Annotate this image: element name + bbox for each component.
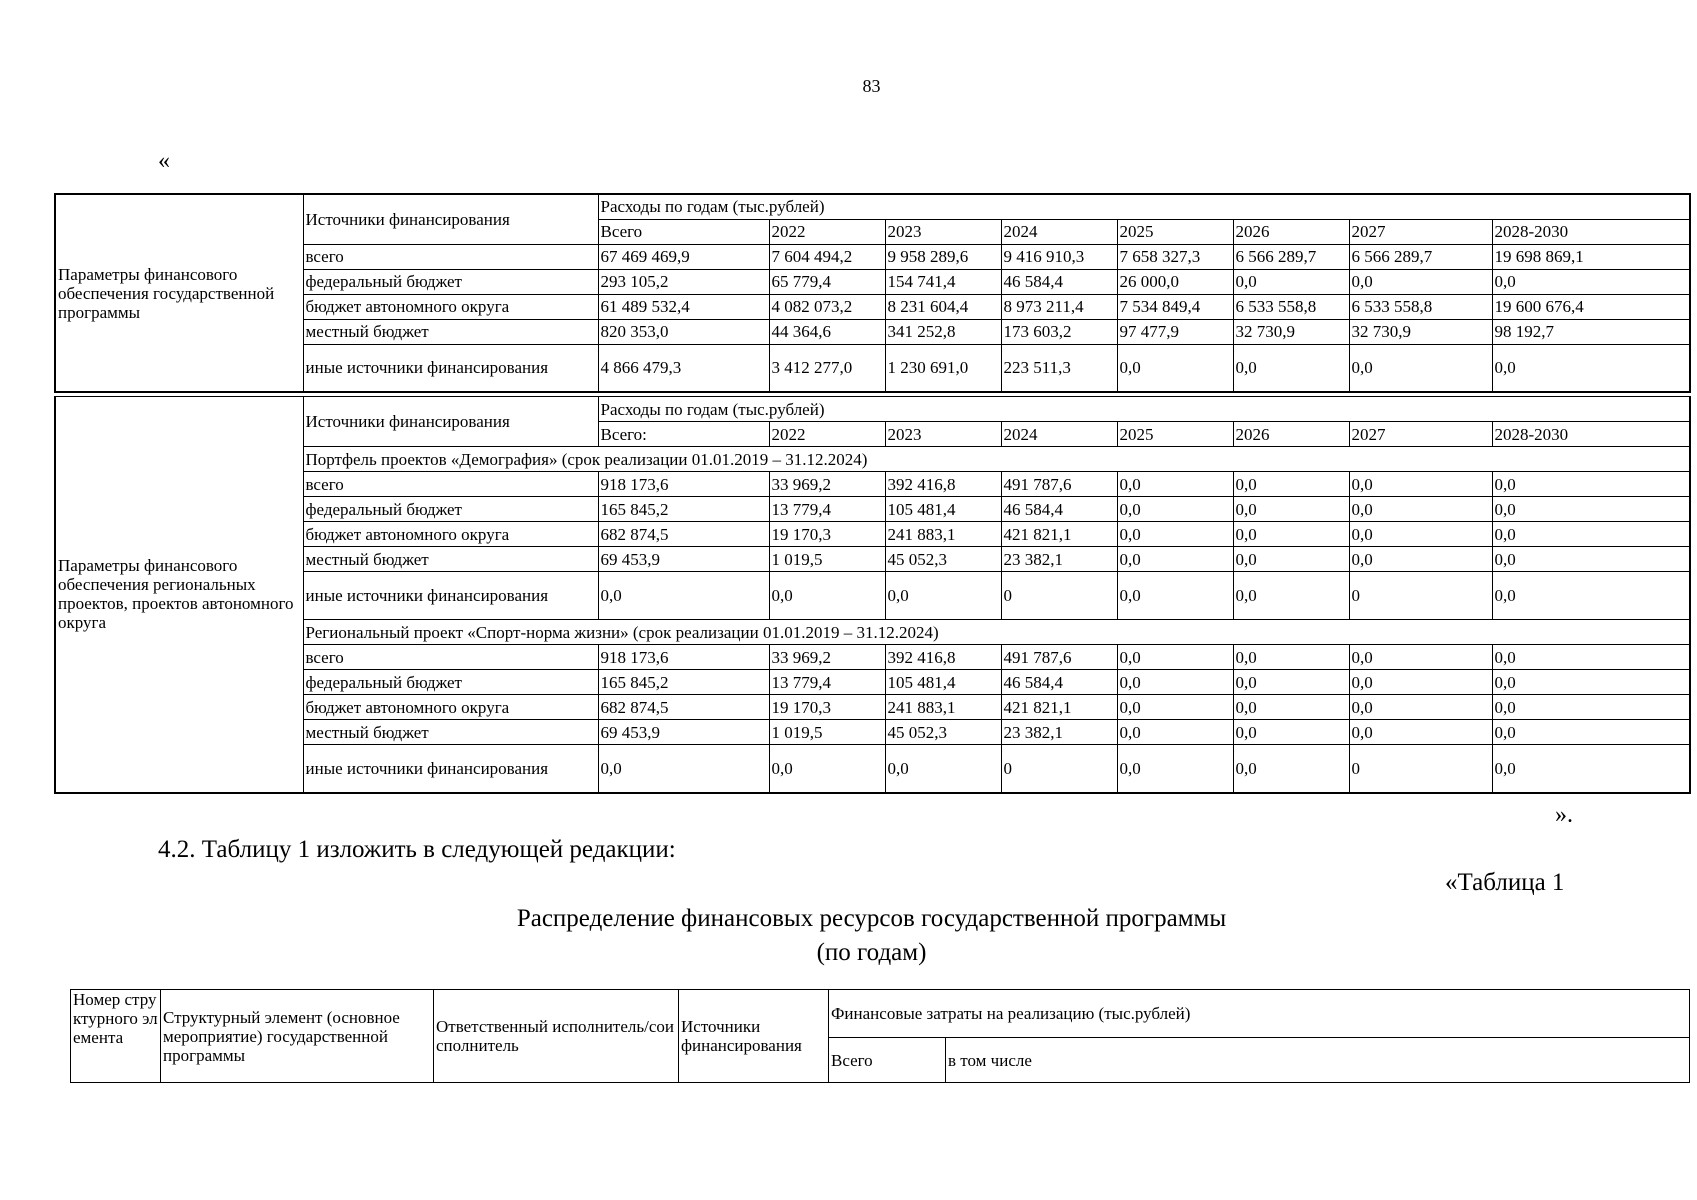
value-cell: 0,0 — [1117, 547, 1233, 572]
value-cell: 7 534 849,4 — [1117, 294, 1233, 319]
value-cell: 0,0 — [1492, 720, 1690, 745]
value-cell: 173 603,2 — [1001, 319, 1117, 344]
value-cell: 0,0 — [1233, 745, 1349, 793]
value-cell: 165 845,2 — [598, 497, 769, 522]
value-cell: 165 845,2 — [598, 670, 769, 695]
value-cell: 0,0 — [1233, 695, 1349, 720]
instruction-text: 4.2. Таблицу 1 изложить в следующей редакции: — [158, 836, 676, 863]
value-cell: 0,0 — [1233, 645, 1349, 670]
value-cell: 0,0 — [1349, 344, 1492, 392]
source-label: бюджет автономного округа — [303, 294, 598, 319]
value-cell: 0 — [1001, 745, 1117, 793]
value-cell: 0,0 — [1117, 695, 1233, 720]
value-cell: 0,0 — [1492, 547, 1690, 572]
resource-distribution-table-header — [70, 989, 1690, 1083]
value-cell: 0,0 — [1492, 745, 1690, 793]
value-cell: 0,0 — [885, 572, 1001, 620]
value-cell: 0,0 — [598, 572, 769, 620]
value-cell: 44 364,6 — [769, 319, 885, 344]
value-cell: 69 453,9 — [598, 720, 769, 745]
value-cell: 6 533 558,8 — [1349, 294, 1492, 319]
regional-projects-financing-label: Параметры финансового обеспечения региональных проектов, проектов автономного округа — [55, 397, 303, 793]
header-financial-costs: Финансовые затраты на реализацию (тыс.рублей) — [829, 990, 1690, 1038]
value-cell: 26 000,0 — [1117, 269, 1233, 294]
value-cell: 0,0 — [1349, 720, 1492, 745]
project-section-title: Региональный проект «Спорт-норма жизни» (срок реализации 01.01.2019 – 31.12.2024) — [303, 620, 1690, 645]
value-cell: 0,0 — [1492, 670, 1690, 695]
year-column-header: 2026 — [1233, 219, 1349, 244]
value-cell: 0,0 — [1117, 522, 1233, 547]
year-column-header: 2022 — [769, 422, 885, 447]
value-cell: 0,0 — [1349, 645, 1492, 670]
value-cell: 0,0 — [1117, 344, 1233, 392]
value-cell: 6 566 289,7 — [1233, 244, 1349, 269]
value-cell: 105 481,4 — [885, 670, 1001, 695]
value-cell: 820 353,0 — [598, 319, 769, 344]
value-cell: 65 779,4 — [769, 269, 885, 294]
value-cell: 33 969,2 — [769, 472, 885, 497]
value-cell: 0,0 — [1117, 745, 1233, 793]
value-cell: 7 658 327,3 — [1117, 244, 1233, 269]
source-label: иные источники финансирования — [303, 344, 598, 392]
year-column-header: 2028-2030 — [1492, 219, 1690, 244]
value-cell: 23 382,1 — [1001, 547, 1117, 572]
value-cell: 0,0 — [1492, 645, 1690, 670]
value-cell: 98 192,7 — [1492, 319, 1690, 344]
value-cell: 4 082 073,2 — [769, 294, 885, 319]
value-cell: 0 — [1349, 572, 1492, 620]
regional-projects-table — [54, 396, 1691, 794]
value-cell: 9 958 289,6 — [885, 244, 1001, 269]
header-structural-element: Структурный элемент (основное мероприятие) государственной программы — [161, 990, 434, 1083]
value-cell: 0,0 — [1349, 472, 1492, 497]
value-cell: 0,0 — [1349, 269, 1492, 294]
closing-quote-mark: ». — [1555, 802, 1573, 828]
table-heading — [0, 902, 1697, 970]
source-label: всего — [303, 472, 598, 497]
value-cell: 491 787,6 — [1001, 645, 1117, 670]
value-cell: 61 489 532,4 — [598, 294, 769, 319]
value-cell: 154 741,4 — [885, 269, 1001, 294]
value-cell: 341 252,8 — [885, 319, 1001, 344]
value-cell: 19 600 676,4 — [1492, 294, 1690, 319]
value-cell: 32 730,9 — [1349, 319, 1492, 344]
value-cell: 0,0 — [1117, 645, 1233, 670]
value-cell: 0,0 — [1233, 547, 1349, 572]
value-cell: 69 453,9 — [598, 547, 769, 572]
value-cell: 8 231 604,4 — [885, 294, 1001, 319]
value-cell: 293 105,2 — [598, 269, 769, 294]
value-cell: 241 883,1 — [885, 522, 1001, 547]
value-cell: 3 412 277,0 — [769, 344, 885, 392]
value-cell: 45 052,3 — [885, 720, 1001, 745]
value-cell: 0,0 — [885, 745, 1001, 793]
value-cell: 0,0 — [1492, 695, 1690, 720]
year-column-header: 2025 — [1117, 422, 1233, 447]
value-cell: 1 019,5 — [769, 547, 885, 572]
header-row — [55, 397, 1690, 422]
value-cell: 918 173,6 — [598, 472, 769, 497]
value-cell: 0,0 — [769, 745, 885, 793]
value-cell: 0,0 — [1492, 344, 1690, 392]
value-cell: 682 874,5 — [598, 695, 769, 720]
value-cell: 46 584,4 — [1001, 497, 1117, 522]
value-cell: 491 787,6 — [1001, 472, 1117, 497]
value-cell: 0,0 — [1117, 720, 1233, 745]
value-cell: 0,0 — [1233, 720, 1349, 745]
value-cell: 0,0 — [1233, 497, 1349, 522]
value-cell: 392 416,8 — [885, 472, 1001, 497]
value-cell: 918 173,6 — [598, 645, 769, 670]
value-cell: 8 973 211,4 — [1001, 294, 1117, 319]
value-cell: 0,0 — [1117, 497, 1233, 522]
project-section-title: Портфель проектов «Демография» (срок реализации 01.01.2019 – 31.12.2024) — [303, 447, 1690, 472]
opening-quote-mark: « — [158, 148, 170, 174]
value-cell: 0,0 — [1233, 269, 1349, 294]
source-label: федеральный бюджет — [303, 497, 598, 522]
value-cell: 33 969,2 — [769, 645, 885, 670]
year-column-header: Всего: — [598, 422, 769, 447]
value-cell: 0,0 — [1233, 472, 1349, 497]
source-label: всего — [303, 244, 598, 269]
table-heading-line-2: (по годам) — [816, 939, 927, 966]
value-cell: 19 698 869,1 — [1492, 244, 1690, 269]
year-column-header: 2027 — [1349, 422, 1492, 447]
value-cell: 0,0 — [1349, 670, 1492, 695]
year-column-header: 2024 — [1001, 219, 1117, 244]
value-cell: 241 883,1 — [885, 695, 1001, 720]
value-cell: 105 481,4 — [885, 497, 1001, 522]
financing-parameters-table — [54, 193, 1691, 393]
value-cell: 46 584,4 — [1001, 269, 1117, 294]
value-cell: 13 779,4 — [769, 670, 885, 695]
year-column-header: 2025 — [1117, 219, 1233, 244]
value-cell: 1 230 691,0 — [885, 344, 1001, 392]
program-financing-label: Параметры финансового обеспечения государственной программы — [55, 194, 303, 392]
value-cell: 0,0 — [769, 572, 885, 620]
sources-header: Источники финансирования — [303, 194, 598, 244]
value-cell: 0,0 — [1117, 670, 1233, 695]
year-column-header: Всего — [598, 219, 769, 244]
value-cell: 9 416 910,3 — [1001, 244, 1117, 269]
source-label: всего — [303, 645, 598, 670]
header-including: в том числе — [946, 1038, 1690, 1083]
value-cell: 1 019,5 — [769, 720, 885, 745]
value-cell: 392 416,8 — [885, 645, 1001, 670]
header-funding-sources: Источники финансирования — [679, 990, 829, 1083]
value-cell: 223 511,3 — [1001, 344, 1117, 392]
value-cell: 23 382,1 — [1001, 720, 1117, 745]
header-row — [55, 194, 1690, 219]
header-responsible-executor: Ответственный исполнитель/соисполнитель — [434, 990, 679, 1083]
sources-header: Источники финансирования — [303, 397, 598, 447]
expenses-by-year-header: Расходы по годам (тыс.рублей) — [598, 397, 1690, 422]
year-column-header: 2022 — [769, 219, 885, 244]
value-cell: 0,0 — [1233, 572, 1349, 620]
value-cell: 0,0 — [1492, 497, 1690, 522]
value-cell: 0,0 — [1492, 269, 1690, 294]
source-label: иные источники финансирования — [303, 745, 598, 793]
value-cell: 0,0 — [1349, 547, 1492, 572]
year-column-header: 2027 — [1349, 219, 1492, 244]
value-cell: 0,0 — [1492, 572, 1690, 620]
page-number: 83 — [862, 76, 881, 96]
expenses-by-year-header: Расходы по годам (тыс.рублей) — [598, 194, 1690, 219]
value-cell: 97 477,9 — [1117, 319, 1233, 344]
value-cell: 0,0 — [1492, 522, 1690, 547]
value-cell: 0,0 — [1349, 522, 1492, 547]
value-cell: 0,0 — [1233, 670, 1349, 695]
value-cell: 7 604 494,2 — [769, 244, 885, 269]
year-column-header: 2023 — [885, 219, 1001, 244]
source-label: бюджет автономного округа — [303, 522, 598, 547]
source-label: местный бюджет — [303, 319, 598, 344]
value-cell: 13 779,4 — [769, 497, 885, 522]
year-column-header: 2024 — [1001, 422, 1117, 447]
value-cell: 0,0 — [1349, 695, 1492, 720]
source-label: местный бюджет — [303, 720, 598, 745]
header-element-number: Номер структурного элемента — [71, 990, 161, 1083]
value-cell: 0 — [1349, 745, 1492, 793]
value-cell: 0,0 — [1233, 522, 1349, 547]
value-cell: 0,0 — [1349, 497, 1492, 522]
value-cell: 67 469 469,9 — [598, 244, 769, 269]
table-heading-line-1: Распределение финансовых ресурсов государственной программы — [516, 905, 1227, 932]
header-total: Всего — [829, 1038, 946, 1083]
value-cell: 0 — [1001, 572, 1117, 620]
value-cell: 4 866 479,3 — [598, 344, 769, 392]
value-cell: 421 821,1 — [1001, 695, 1117, 720]
year-column-header: 2026 — [1233, 422, 1349, 447]
value-cell: 46 584,4 — [1001, 670, 1117, 695]
source-label: федеральный бюджет — [303, 670, 598, 695]
value-cell: 682 874,5 — [598, 522, 769, 547]
value-cell: 0,0 — [1233, 344, 1349, 392]
value-cell: 0,0 — [598, 745, 769, 793]
value-cell: 19 170,3 — [769, 695, 885, 720]
source-label: федеральный бюджет — [303, 269, 598, 294]
value-cell: 6 533 558,8 — [1233, 294, 1349, 319]
source-label: бюджет автономного округа — [303, 695, 598, 720]
value-cell: 19 170,3 — [769, 522, 885, 547]
value-cell: 32 730,9 — [1233, 319, 1349, 344]
value-cell: 0,0 — [1117, 572, 1233, 620]
source-label: иные источники финансирования — [303, 572, 598, 620]
table-label: «Таблица 1 — [1445, 869, 1565, 896]
value-cell: 0,0 — [1492, 472, 1690, 497]
value-cell: 6 566 289,7 — [1349, 244, 1492, 269]
year-column-header: 2028-2030 — [1492, 422, 1690, 447]
value-cell: 45 052,3 — [885, 547, 1001, 572]
source-label: местный бюджет — [303, 547, 598, 572]
value-cell: 0,0 — [1117, 472, 1233, 497]
value-cell: 421 821,1 — [1001, 522, 1117, 547]
year-column-header: 2023 — [885, 422, 1001, 447]
